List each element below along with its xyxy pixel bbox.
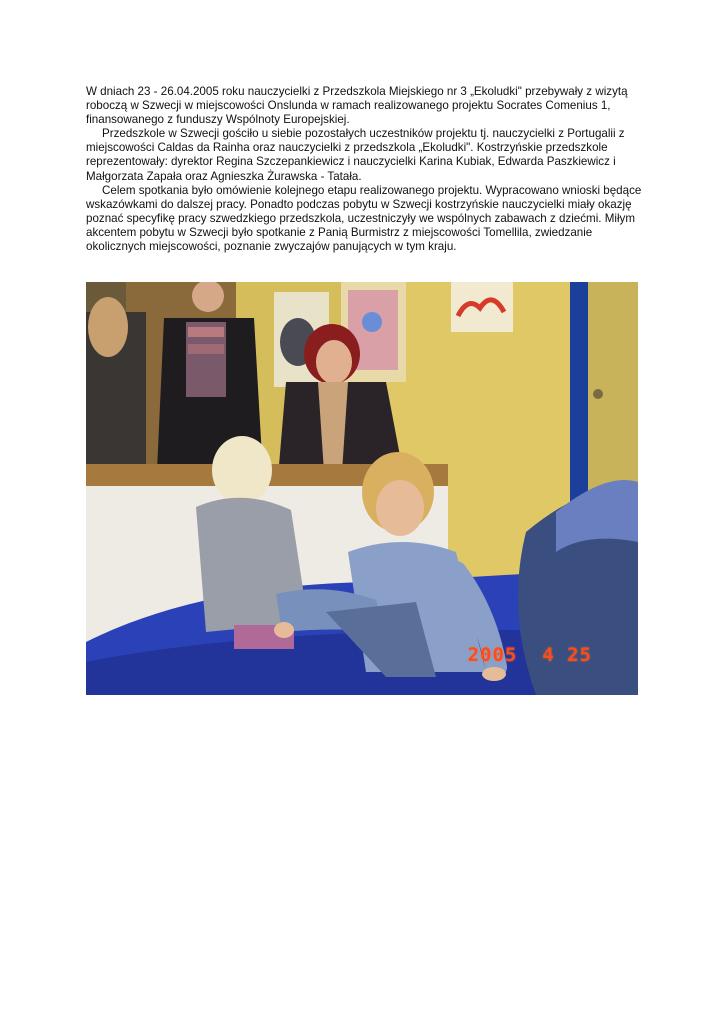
photo-date-stamp: 2005 4 25: [467, 644, 592, 666]
paragraph-participants: Przedszkole w Szwecji gościło u siebie pozostałych uczestników projektu tj. nauczycielki z Portugalii z miejscowości Caldas da Rainha oraz nauczycielki z przedszkola „Ekoludki". Kostrzyńskie przedszkole reprezentowały: dyrektor Regina Szczepankiewicz i nauczycielki Karina Kubiak, Edwarda Paszkiewicz i Małgorzata Zapała oraz Agnieszka Żurawska - Tatała.: [86, 127, 625, 183]
paragraph-purpose: Celem spotkania było omówienie kolejnego etapu realizowanego projektu. Wypracowano wnioski będące wskazówkami do dalszej pracy. Ponadto podczas pobytu w Szwecji kostrzyńskie nauczycielki miały okazję poznać specyfikę pracy szwedzkiego przedszkola, uczestniczyły we wspólnych zabawach z dziećmi. Miłym akcentem pobytu w Szwecji było spotkanie z Panią Burmistrz z miejscowości Tomellila, zwiedzanie okolicznych miejscowości, poznanie zwyczajów panujących w tym kraju.: [86, 183, 642, 254]
paragraph-intro: W dniach 23 - 26.04.2005 roku nauczycielki z Przedszkola Miejskiego nr 3 „Ekoludki" przebywały z wizytą roboczą w Szwecji w miejscowości Onslunda w ramach realizowanego projektu Socrates Comenius 1, finansowanego z funduszy Wspólnoty Europejskiej.: [86, 85, 628, 127]
article-text: [86, 85, 642, 254]
kindergarten-photo: [86, 282, 638, 695]
photo-illustration: [86, 282, 638, 695]
